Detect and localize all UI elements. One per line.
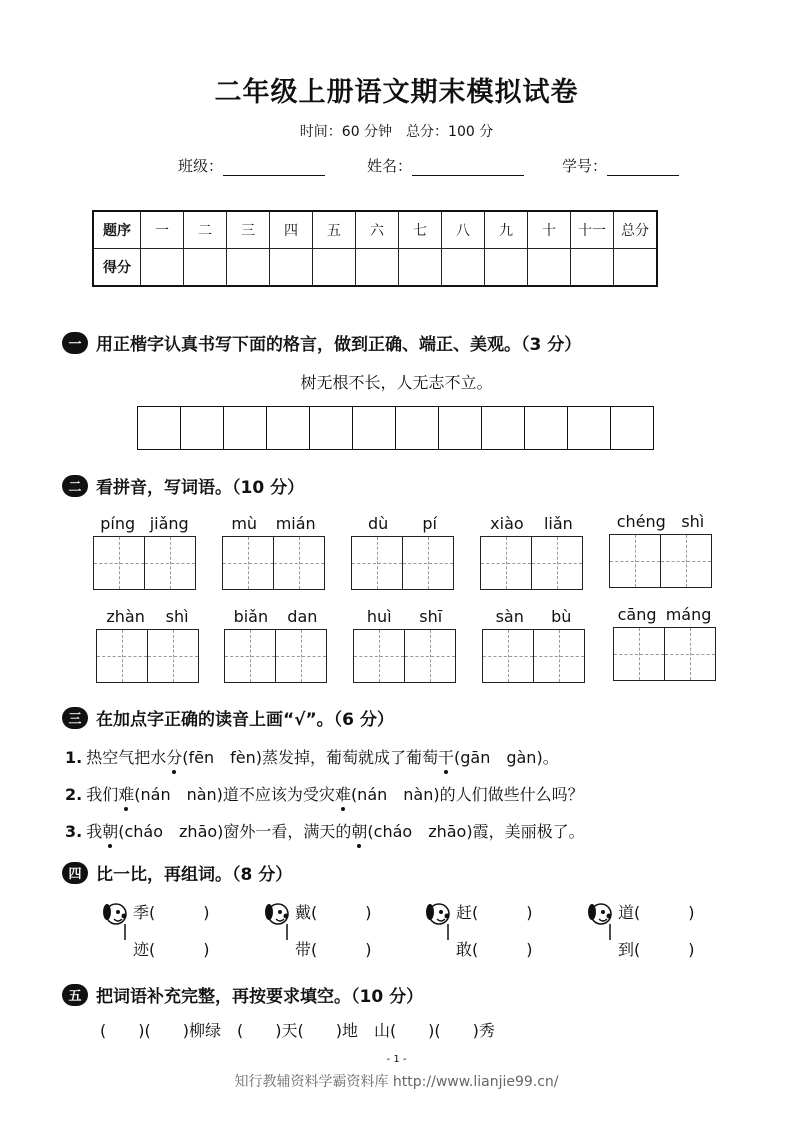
tianzige-cell[interactable] (97, 630, 148, 682)
tianzige-box[interactable] (351, 536, 454, 590)
student-id-label: 学号： (562, 157, 608, 175)
pinyin-syllable: shì (681, 512, 705, 531)
dotted-char: 干 (437, 748, 454, 767)
section-badge: 二 (62, 475, 88, 497)
tianzige-cell[interactable] (483, 630, 534, 682)
writing-cell[interactable] (396, 407, 439, 449)
section-title: 用正楷字认真书写下面的格言，做到正确、端正、美观。（3 分） (96, 335, 582, 355)
section-title: 把词语补充完整，再按要求填空。（10 分） (96, 987, 424, 1007)
tianzige-cell[interactable] (665, 628, 715, 680)
tianzige-cell[interactable] (225, 630, 276, 682)
page-title: 二年级上册语文期末模拟试卷 (214, 77, 579, 108)
writing-cell[interactable] (181, 407, 224, 449)
tianzige-cell[interactable] (405, 630, 455, 682)
section-badge: 一 (62, 332, 88, 354)
pinyin-syllable: dan (287, 607, 318, 626)
tianzige-cell[interactable] (148, 630, 198, 682)
writing-cell[interactable] (224, 407, 267, 449)
question-text: 热空气把水 (86, 748, 167, 767)
writing-cell[interactable] (568, 407, 611, 449)
dog-icon (585, 900, 615, 940)
compare-item[interactable]: 带( ) (295, 940, 372, 959)
section-3-heading (62, 705, 394, 730)
pinyin-syllable: mù (231, 514, 258, 533)
tianzige-cell[interactable] (614, 628, 665, 680)
tianzige-cell[interactable] (661, 535, 711, 587)
tianzige-cell[interactable] (534, 630, 584, 682)
tianzige-box[interactable] (480, 536, 583, 590)
pinyin-word-4 (480, 514, 583, 590)
pinyin-options[interactable]: (gān gàn)。 (454, 748, 559, 767)
score-cell[interactable] (356, 249, 399, 287)
question-number: 3. (65, 822, 83, 841)
name-blank[interactable] (412, 159, 524, 176)
pinyin-syllable: sàn (495, 607, 524, 626)
pinyin-syllable: píng (100, 514, 136, 533)
section-badge: 五 (62, 984, 88, 1006)
tianzige-cell[interactable] (481, 537, 532, 589)
pinyin-options[interactable]: (cháo zhāo)窗外一看，满天的 (118, 822, 352, 841)
class-blank[interactable] (223, 159, 325, 176)
score-cell[interactable] (442, 249, 485, 287)
tianzige-cell[interactable] (610, 535, 661, 587)
tianzige-cell[interactable] (223, 537, 274, 589)
compare-item[interactable]: 到( ) (618, 940, 695, 959)
score-table-row-label: 得分 (93, 249, 141, 287)
pinyin-syllable: biǎn (233, 607, 269, 626)
proverb-text: 树无根不长，人无志不立。 (300, 373, 493, 392)
question-number: 1. (65, 748, 83, 767)
score-cell[interactable] (141, 249, 184, 287)
score-cell[interactable] (313, 249, 356, 287)
score-cell[interactable] (571, 249, 614, 287)
writing-cell[interactable] (138, 407, 181, 449)
pinyin-syllable: mián (275, 514, 316, 533)
pinyin-word-7 (224, 607, 327, 683)
compare-item[interactable]: 戴( ) (295, 903, 372, 922)
tianzige-box[interactable] (353, 629, 456, 683)
name-field (367, 155, 524, 176)
score-table-score-row (93, 249, 657, 287)
score-cell[interactable] (227, 249, 270, 287)
score-col-header: 一 (141, 211, 184, 249)
score-col-header: 四 (270, 211, 313, 249)
score-cell[interactable] (485, 249, 528, 287)
question-number: 2. (65, 785, 83, 804)
compare-item[interactable]: 敢( ) (456, 940, 533, 959)
pinyin-options[interactable]: (fēn fèn)蒸发掉，葡萄就成了葡萄 (182, 748, 438, 767)
tianzige-box[interactable] (609, 534, 712, 588)
dotted-char: 难 (334, 785, 351, 804)
fill-in-line[interactable]: ( )( )柳绿 ( )天( )地 山( )( )秀 (100, 1021, 495, 1040)
pinyin-syllable: shī (419, 607, 443, 626)
score-cell[interactable] (184, 249, 227, 287)
compare-pair-2 (295, 893, 372, 967)
pinyin-syllable: chéng (616, 512, 666, 531)
pinyin-word-10 (613, 605, 716, 681)
writing-cell[interactable] (310, 407, 353, 449)
student-id-blank[interactable] (607, 159, 679, 176)
pinyin-syllable: xiào (490, 514, 524, 533)
writing-cell[interactable] (267, 407, 310, 449)
compare-item[interactable]: 迹( ) (133, 940, 210, 959)
compare-pair-4 (618, 893, 695, 967)
section-2-heading (62, 473, 304, 498)
score-col-header: 九 (485, 211, 528, 249)
pinyin-word-2 (222, 514, 325, 590)
footer-watermark: 知行教辅资料学霸资料库 http://www.lianjie99.cn/ (234, 1074, 559, 1090)
pinyin-syllable: máng (665, 605, 712, 624)
pinyin-syllable: jiǎng (149, 514, 189, 533)
writing-cell[interactable] (525, 407, 568, 449)
question-text: 我们 (86, 785, 119, 804)
question-3-1 (65, 745, 559, 768)
exam-time-info: 时间：60 分钟 总分：100 分 (299, 124, 494, 140)
score-col-header: 十一 (571, 211, 614, 249)
score-table (92, 210, 658, 287)
pinyin-word-3 (351, 514, 454, 590)
score-col-header: 十 (528, 211, 571, 249)
score-col-header: 总分 (614, 211, 658, 249)
score-cell[interactable] (399, 249, 442, 287)
pinyin-syllable: shì (165, 607, 189, 626)
tianzige-box[interactable] (93, 536, 196, 590)
pinyin-options[interactable]: (nán nàn)的人们做些什么吗？ (350, 785, 584, 804)
section-1-heading (62, 330, 581, 355)
pinyin-syllable: liǎn (543, 514, 573, 533)
section-title: 看拼音，写词语。（10 分） (96, 478, 305, 498)
tianzige-cell[interactable] (352, 537, 403, 589)
tianzige-box[interactable] (613, 627, 716, 681)
score-col-header: 六 (356, 211, 399, 249)
student-id-field (562, 155, 679, 176)
tianzige-cell[interactable] (276, 630, 326, 682)
tianzige-box[interactable] (224, 629, 327, 683)
dotted-char: 难 (118, 785, 135, 804)
pinyin-options[interactable]: (cháo zhāo)霞，美丽极了。 (367, 822, 585, 841)
pinyin-word-5 (609, 512, 712, 588)
pinyin-syllable: cāng (617, 605, 657, 624)
dotted-char: 分 (166, 748, 183, 767)
pinyin-options[interactable]: (nán nàn)道不应该为受灾 (134, 785, 335, 804)
compare-item[interactable]: 赶( ) (456, 903, 533, 922)
pinyin-syllable: dù (368, 514, 389, 533)
section-badge: 三 (62, 707, 88, 729)
score-col-header: 八 (442, 211, 485, 249)
dog-icon (100, 900, 130, 940)
score-col-header: 七 (399, 211, 442, 249)
name-label: 姓名： (367, 157, 413, 175)
dog-icon (423, 900, 453, 940)
class-label: 班级： (178, 157, 224, 175)
tianzige-box[interactable] (222, 536, 325, 590)
question-3-3 (65, 819, 585, 842)
writing-cell[interactable] (482, 407, 525, 449)
score-col-header: 二 (184, 211, 227, 249)
pinyin-syllable: bù (551, 607, 572, 626)
pinyin-word-1 (93, 514, 196, 590)
pinyin-syllable: huì (366, 607, 392, 626)
tianzige-cell[interactable] (532, 537, 582, 589)
section-title: 在加点字正确的读音上画“√”。（6 分） (96, 710, 394, 730)
score-col-header: 五 (313, 211, 356, 249)
score-col-header: 三 (227, 211, 270, 249)
section-badge: 四 (62, 862, 88, 884)
writing-cell[interactable] (611, 407, 653, 449)
tianzige-cell[interactable] (94, 537, 145, 589)
score-cell[interactable] (528, 249, 571, 287)
score-table-header-row (93, 211, 657, 249)
question-text: 我 (86, 822, 103, 841)
section-5-heading (62, 982, 423, 1007)
dotted-char: 朝 (102, 822, 119, 841)
pinyin-syllable: zhàn (106, 607, 145, 626)
score-table-row-label: 题序 (93, 211, 141, 249)
pinyin-word-6 (96, 607, 199, 683)
pinyin-word-9 (482, 607, 585, 683)
section-title: 比一比，再组词。（8 分） (96, 865, 293, 885)
pinyin-word-8 (353, 607, 456, 683)
tianzige-box[interactable] (96, 629, 199, 683)
dotted-char: 朝 (351, 822, 368, 841)
score-cell[interactable] (270, 249, 313, 287)
tianzige-cell[interactable] (274, 537, 324, 589)
page-number: - 1 - (386, 1054, 407, 1065)
pinyin-syllable: pí (422, 514, 437, 533)
dog-icon (262, 900, 292, 940)
tianzige-cell[interactable] (145, 537, 195, 589)
score-cell[interactable] (614, 249, 658, 287)
compare-pair-1 (133, 893, 210, 967)
tianzige-cell[interactable] (354, 630, 405, 682)
compare-item[interactable]: 季( ) (133, 903, 210, 922)
class-field (178, 155, 325, 176)
writing-cell[interactable] (353, 407, 396, 449)
writing-cell[interactable] (439, 407, 482, 449)
tianzige-box[interactable] (482, 629, 585, 683)
section-4-heading (62, 860, 292, 885)
compare-item[interactable]: 道( ) (618, 903, 695, 922)
writing-grid[interactable] (137, 406, 654, 450)
compare-pair-3 (456, 893, 533, 967)
tianzige-cell[interactable] (403, 537, 453, 589)
question-3-2 (65, 782, 584, 805)
